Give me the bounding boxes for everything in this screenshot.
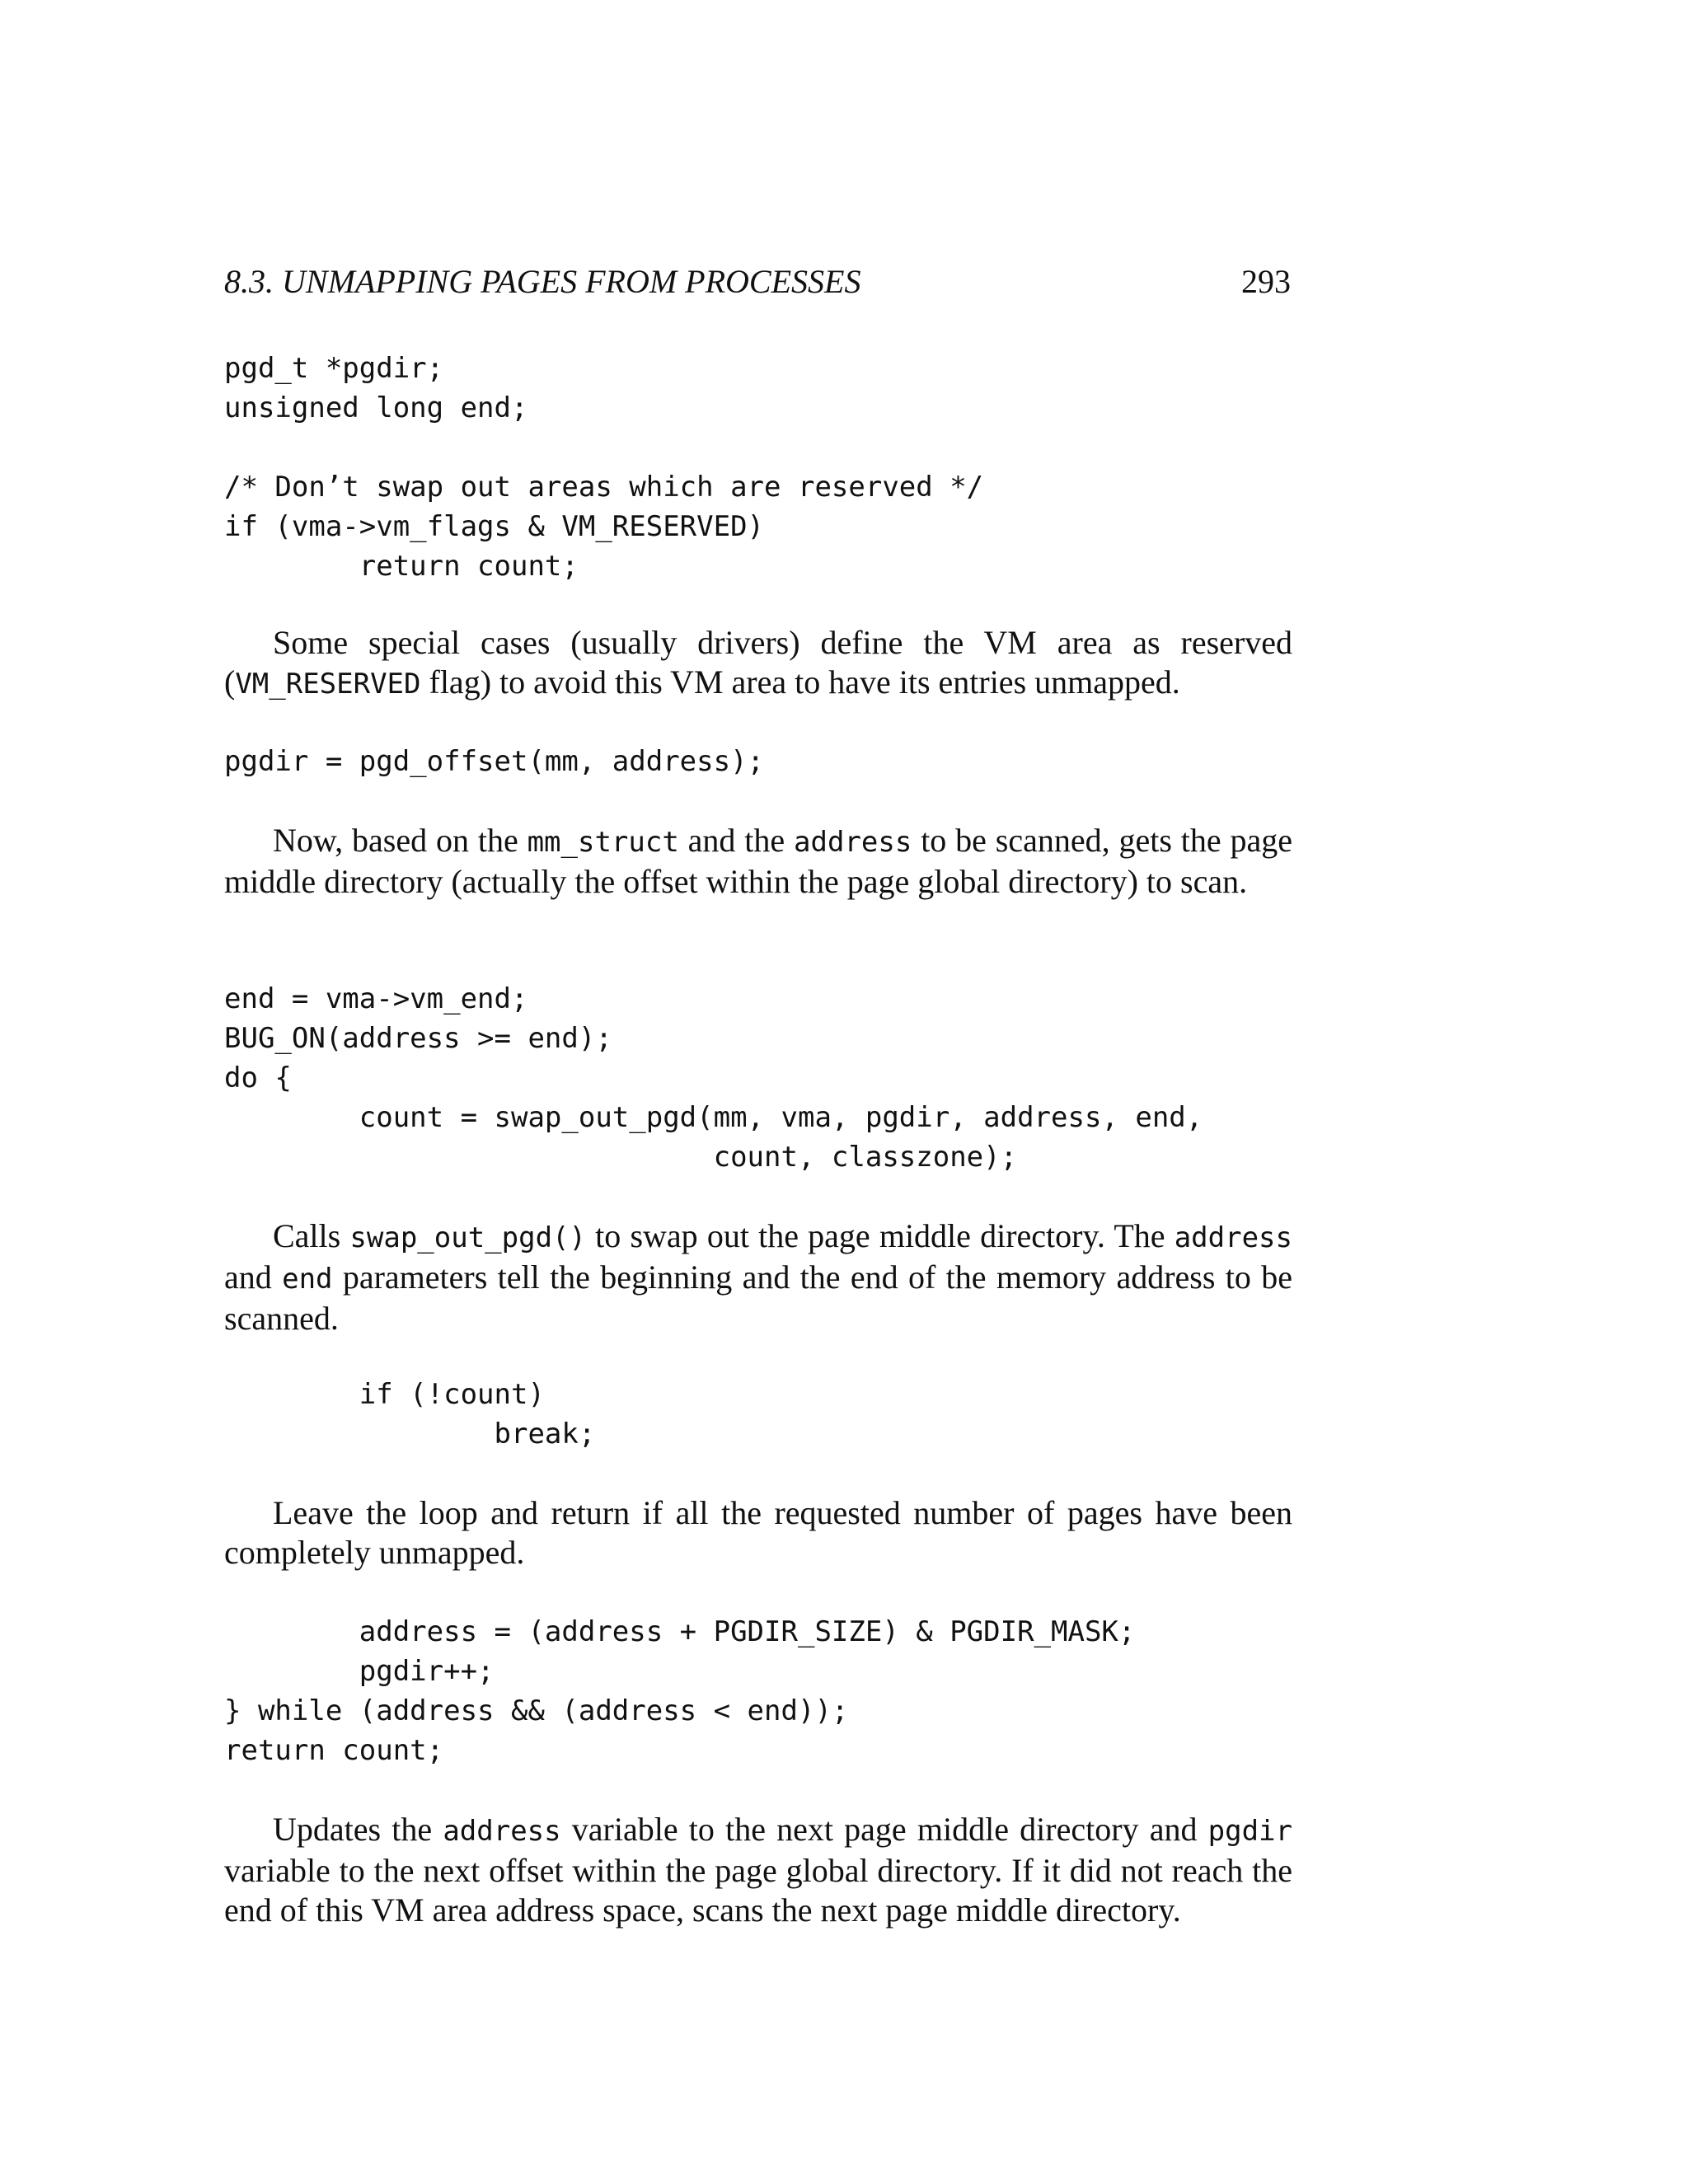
inline-code: swap_out_pgd() bbox=[349, 1221, 586, 1254]
text-segment: and bbox=[224, 1258, 283, 1296]
code-block-count-check: if (!count) break; bbox=[359, 1378, 596, 1451]
text-segment: to swap out the page middle directory. The bbox=[585, 1217, 1175, 1254]
text-segment: Updates the bbox=[273, 1811, 443, 1848]
text-segment: Leave the loop and return if all the requested number of pages have been completely unmapped. bbox=[224, 1494, 1292, 1571]
inline-code: address bbox=[794, 826, 912, 859]
paragraph-updates-address bbox=[224, 1810, 1292, 1930]
inline-code: address bbox=[443, 1815, 561, 1848]
code-block-pgd-offset: pgdir = pgd_offset(mm, address); bbox=[224, 745, 765, 778]
text-segment: variable to the next offset within the page global directory. If it did not reach the end of this VM area address space, scans the next page middle directory. bbox=[224, 1852, 1292, 1929]
inline-code: VM_RESERVED bbox=[235, 668, 421, 701]
text-segment: flag) to avoid this VM area to have its entries unmapped. bbox=[420, 663, 1180, 701]
text-segment: parameters tell the beginning and the end of the memory address to be scanned. bbox=[224, 1258, 1292, 1337]
page-number: 293 bbox=[1241, 263, 1291, 300]
paragraph-reserved-areas bbox=[224, 623, 1292, 704]
code-block-loop-end: address = (address + PGDIR_SIZE) & PGDIR_MASK; pgdir++; } while (address && (address < end)); return count; bbox=[224, 1615, 1136, 1767]
text-segment: Some special cases (usually drivers) define the VM area as reserved ( bbox=[224, 624, 1292, 701]
inline-code: end bbox=[282, 1263, 333, 1296]
text-segment: and the bbox=[678, 822, 795, 859]
paragraph-swap-out-pgd bbox=[224, 1216, 1292, 1338]
text-segment: Calls bbox=[273, 1217, 350, 1254]
inline-code: pgdir bbox=[1207, 1815, 1292, 1848]
text-segment: variable to the next page middle directory and bbox=[560, 1811, 1208, 1848]
code-block-loop-start: end = vma->vm_end; BUG_ON(address >= end); do { count = swap_out_pgd(mm, vma, pgdir, address, end, count, classzone); bbox=[224, 982, 1203, 1174]
code-block-declarations: pgd_t *pgdir; unsigned long end; /* Don’t swap out areas which are reserved */ if (vma->vm_flags & VM_RESERVED) return count; bbox=[224, 352, 984, 583]
text-segment: to be scanned, gets the page middle directory (actually the offset within the page global directory) to scan. bbox=[224, 822, 1293, 900]
text-segment: Now, based on the bbox=[273, 822, 528, 859]
inline-code: address bbox=[1174, 1221, 1292, 1254]
running-header-section-title: 8.3. UNMAPPING PAGES FROM PROCESSES bbox=[224, 263, 861, 300]
inline-code: mm_struct bbox=[527, 826, 679, 859]
paragraph-page-middle-directory bbox=[224, 821, 1292, 902]
paragraph-leave-loop bbox=[224, 1493, 1292, 1572]
